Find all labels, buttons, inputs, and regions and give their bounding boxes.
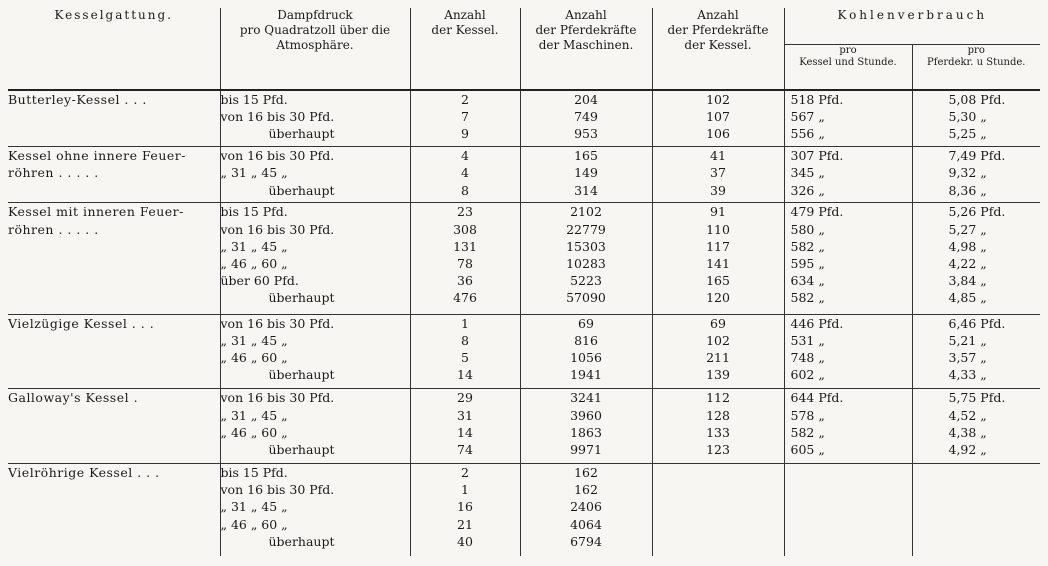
coal-per-hp-cell — [912, 464, 1040, 556]
cell-line: 4,98 „ — [948, 238, 987, 254]
cell-line: 582 „ — [790, 238, 825, 254]
cell-line: „ 31 „ 45 „ — [220, 407, 288, 423]
cell-line: 582 „ — [790, 424, 825, 440]
cell-line: 2 — [461, 92, 469, 107]
header-kesselgattung: Kesselgattung. — [8, 8, 220, 90]
cell-line: 165 — [706, 273, 730, 289]
cell-line: „ 31 „ 45 „ — [220, 238, 288, 254]
boiler-type-cell — [8, 90, 220, 147]
cell-line: 578 „ — [790, 407, 825, 423]
cell-line: 1 — [461, 315, 469, 331]
cell-line: 567 „ — [790, 109, 825, 125]
cell-line: 5,75 Pfd. — [948, 390, 1006, 406]
cell-line: über 60 Pfd. — [220, 273, 299, 289]
table-row — [8, 90, 1040, 147]
cell-line: 6,46 Pfd. — [948, 315, 1006, 331]
cell-line: 5,30 „ — [948, 109, 987, 125]
cell-line: 37 — [710, 165, 726, 181]
cell-line: 518 Pfd. — [790, 92, 844, 107]
cell-line: überhaupt — [268, 441, 335, 457]
cell-line: röhren . . . . . — [8, 165, 99, 181]
header-pk-maschinen: Anzahl der Pferdekräfte der Maschinen. — [520, 8, 652, 90]
cell-line: 605 „ — [790, 441, 825, 457]
pressure-cell — [220, 314, 410, 389]
cell-line: 117 — [706, 238, 730, 254]
cell-line: 644 Pfd. — [790, 390, 844, 406]
cell-line: 14 — [457, 367, 473, 383]
table-row — [8, 147, 1040, 203]
cell-line: „ 31 „ 45 „ — [220, 333, 288, 349]
cell-line: 112 — [706, 390, 730, 406]
cell-line: 4,52 „ — [948, 407, 987, 423]
pressure-cell — [220, 464, 410, 556]
cell-line: 595 „ — [790, 256, 825, 272]
cell-line: 308 — [453, 221, 477, 237]
cell-line: 4 — [461, 148, 469, 164]
boiler-count-cell — [410, 147, 520, 203]
cell-line: 4064 — [570, 516, 602, 532]
cell-line: 8 — [461, 182, 469, 198]
cell-line: 40 — [457, 533, 473, 549]
cell-line: 4,85 „ — [948, 290, 987, 306]
cell-line: 131 — [453, 238, 477, 254]
cell-line: „ 46 „ 60 „ — [220, 424, 288, 440]
cell-line: 9 — [461, 126, 469, 142]
cell-line: bis 15 Pfd. — [220, 465, 288, 481]
cell-line: 634 „ — [790, 273, 825, 289]
cell-line: 29 — [457, 390, 473, 406]
coal-per-hp-cell — [912, 314, 1040, 389]
cell-line: 91 — [710, 204, 726, 220]
cell-line: 7 — [461, 109, 469, 125]
cell-line: 2102 — [570, 204, 602, 220]
hp-boilers-cell — [652, 314, 784, 389]
cell-line: 162 — [574, 465, 598, 481]
boiler-type-cell — [8, 314, 220, 389]
cell-line: von 16 bis 30 Pfd. — [220, 482, 335, 498]
cell-line: 5,21 „ — [948, 333, 987, 349]
cell-line: 36 — [457, 273, 473, 289]
header-pro-kessel: pro Kessel und Stunde. — [784, 45, 912, 91]
cell-line: von 16 bis 30 Pfd. — [220, 390, 335, 406]
boiler-count-cell — [410, 203, 520, 314]
cell-line: 123 — [706, 441, 730, 457]
cell-line: 7,49 Pfd. — [948, 148, 1006, 164]
cell-line: 307 Pfd. — [790, 148, 844, 164]
cell-line: 3,84 „ — [948, 273, 987, 289]
cell-line: 14 — [457, 424, 473, 440]
cell-line: „ 31 „ 45 „ — [220, 165, 288, 181]
cell-line: 479 Pfd. — [790, 204, 844, 220]
cell-line: 4,92 „ — [948, 441, 987, 457]
hp-boilers-cell — [652, 147, 784, 203]
cell-line: 5,08 Pfd. — [948, 92, 1006, 107]
table-body — [8, 90, 1040, 556]
cell-line: 78 — [457, 256, 473, 272]
cell-line: 165 — [574, 148, 598, 164]
cell-line: 41 — [710, 148, 726, 164]
cell-line: 816 — [574, 333, 598, 349]
cell-line: 748 „ — [790, 350, 825, 366]
cell-line: 23 — [457, 204, 473, 220]
cell-line: 326 „ — [790, 182, 825, 198]
cell-line: 1 — [461, 482, 469, 498]
cell-line: 211 — [706, 350, 730, 366]
cell-line: überhaupt — [268, 367, 335, 383]
cell-line: 953 — [574, 126, 598, 142]
cell-line: 57090 — [566, 290, 606, 306]
hp-machines-cell — [520, 314, 652, 389]
pressure-cell — [220, 389, 410, 464]
cell-line: „ 46 „ 60 „ — [220, 256, 288, 272]
cell-line: Vielzügige Kessel . . . — [8, 315, 155, 331]
boiler-table — [8, 8, 1040, 556]
cell-line: 2406 — [570, 499, 602, 515]
cell-line: 5223 — [570, 273, 602, 289]
cell-line: 8 — [461, 333, 469, 349]
hp-boilers-cell — [652, 203, 784, 314]
cell-line: 21 — [457, 516, 473, 532]
boiler-count-cell — [410, 314, 520, 389]
pressure-cell — [220, 203, 410, 314]
table-row — [8, 314, 1040, 389]
cell-line: 102 — [706, 333, 730, 349]
cell-line: 149 — [574, 165, 598, 181]
header-pro-pferdekraft: pro Pferdekr. u Stunde. — [912, 45, 1040, 91]
cell-line: 4,33 „ — [948, 367, 987, 383]
boiler-type-cell — [8, 464, 220, 556]
cell-line: 9,32 „ — [948, 165, 987, 181]
cell-line: 531 „ — [790, 333, 825, 349]
cell-line: 106 — [706, 126, 730, 142]
cell-line: 110 — [706, 221, 730, 237]
hp-machines-cell — [520, 464, 652, 556]
cell-line: von 16 bis 30 Pfd. — [220, 148, 335, 164]
cell-line: 580 „ — [790, 221, 825, 237]
cell-line: 4,38 „ — [948, 424, 987, 440]
cell-line: 16 — [457, 499, 473, 515]
cell-line: Vielröhrige Kessel . . . — [8, 465, 160, 481]
cell-line: 107 — [706, 109, 730, 125]
cell-line: 15303 — [566, 238, 606, 254]
cell-line: Butterley-Kessel . . . — [8, 92, 147, 107]
cell-line: 1941 — [570, 367, 602, 383]
coal-per-hp-cell — [912, 147, 1040, 203]
cell-line: 582 „ — [790, 290, 825, 306]
boiler-count-cell — [410, 90, 520, 147]
hp-boilers-cell — [652, 90, 784, 147]
cell-line: 31 — [457, 407, 473, 423]
hp-machines-cell — [520, 90, 652, 147]
coal-per-boiler-cell — [784, 389, 912, 464]
cell-line: 602 „ — [790, 367, 825, 383]
cell-line: 314 — [574, 182, 598, 198]
boiler-count-cell — [410, 464, 520, 556]
cell-line: 39 — [710, 182, 726, 198]
cell-line: 5,25 „ — [948, 126, 987, 142]
table-row — [8, 389, 1040, 464]
cell-line: „ 46 „ 60 „ — [220, 350, 288, 366]
coal-per-boiler-cell — [784, 314, 912, 389]
table-row — [8, 203, 1040, 314]
hp-machines-cell — [520, 389, 652, 464]
cell-line: 162 — [574, 482, 598, 498]
cell-line: 1056 — [570, 350, 602, 366]
cell-line: Galloway's Kessel . — [8, 390, 139, 406]
cell-line: 3241 — [570, 390, 602, 406]
cell-line: 345 „ — [790, 165, 825, 181]
boiler-type-cell — [8, 147, 220, 203]
cell-line: bis 15 Pfd. — [220, 92, 288, 107]
hp-machines-cell — [520, 203, 652, 314]
cell-line: 1863 — [570, 424, 602, 440]
hp-machines-cell — [520, 147, 652, 203]
cell-line: 120 — [706, 290, 730, 306]
cell-line: röhren . . . . . — [8, 221, 99, 237]
header-dampfdruck: Dampfdruck pro Quadratzoll über die Atmosphäre. — [220, 8, 410, 90]
coal-per-boiler-cell — [784, 147, 912, 203]
coal-per-hp-cell — [912, 389, 1040, 464]
pressure-cell — [220, 90, 410, 147]
cell-line: 133 — [706, 424, 730, 440]
cell-line: 5 — [461, 350, 469, 366]
cell-line: 139 — [706, 367, 730, 383]
cell-line: überhaupt — [268, 126, 335, 142]
cell-line: 5,27 „ — [948, 221, 987, 237]
cell-line: 204 — [574, 92, 598, 107]
header-kohlenverbrauch: Kohlenverbrauch — [784, 8, 1040, 45]
cell-line: 749 — [574, 109, 598, 125]
cell-line: 476 — [453, 290, 477, 306]
cell-line: überhaupt — [268, 290, 335, 306]
cell-line: 3,57 „ — [948, 350, 987, 366]
cell-line: bis 15 Pfd. — [220, 204, 288, 220]
cell-line: überhaupt — [268, 533, 335, 549]
coal-per-boiler-cell — [784, 90, 912, 147]
cell-line: „ 46 „ 60 „ — [220, 516, 288, 532]
cell-line: 128 — [706, 407, 730, 423]
cell-line: „ 31 „ 45 „ — [220, 499, 288, 515]
coal-per-boiler-cell — [784, 203, 912, 314]
cell-line: 4,22 „ — [948, 256, 987, 272]
cell-line: 5,26 Pfd. — [948, 204, 1006, 220]
cell-line: Kessel mit inneren Feuer- — [8, 204, 184, 220]
cell-line: von 16 bis 30 Pfd. — [220, 221, 335, 237]
cell-line: 556 „ — [790, 126, 825, 142]
boiler-count-cell — [410, 389, 520, 464]
hp-boilers-cell — [652, 464, 784, 556]
cell-line: von 16 bis 30 Pfd. — [220, 315, 335, 331]
cell-line: Kessel ohne innere Feuer- — [8, 148, 186, 164]
cell-line: 22779 — [566, 221, 606, 237]
cell-line: 2 — [461, 465, 469, 481]
coal-per-hp-cell — [912, 90, 1040, 147]
hp-boilers-cell — [652, 389, 784, 464]
pressure-cell — [220, 147, 410, 203]
coal-per-hp-cell — [912, 203, 1040, 314]
cell-line: 102 — [706, 92, 730, 107]
cell-line: 446 Pfd. — [790, 315, 844, 331]
cell-line: von 16 bis 30 Pfd. — [220, 109, 335, 125]
cell-line: 10283 — [566, 256, 606, 272]
cell-line: 74 — [457, 441, 473, 457]
cell-line: 4 — [461, 165, 469, 181]
cell-line: 141 — [706, 256, 730, 272]
cell-line: 69 — [578, 315, 594, 331]
table-row — [8, 464, 1040, 556]
cell-line: 6794 — [570, 533, 602, 549]
cell-line: 69 — [710, 315, 726, 331]
coal-per-boiler-cell — [784, 464, 912, 556]
cell-line: 9971 — [570, 441, 602, 457]
cell-line: überhaupt — [268, 182, 335, 198]
boiler-type-cell — [8, 203, 220, 314]
cell-line: 8,36 „ — [948, 182, 987, 198]
cell-line: 3960 — [570, 407, 602, 423]
header-pk-kessel: Anzahl der Pferdekräfte der Kessel. — [652, 8, 784, 90]
header-anzahl-kessel: Anzahl der Kessel. — [410, 8, 520, 90]
boiler-type-cell — [8, 389, 220, 464]
